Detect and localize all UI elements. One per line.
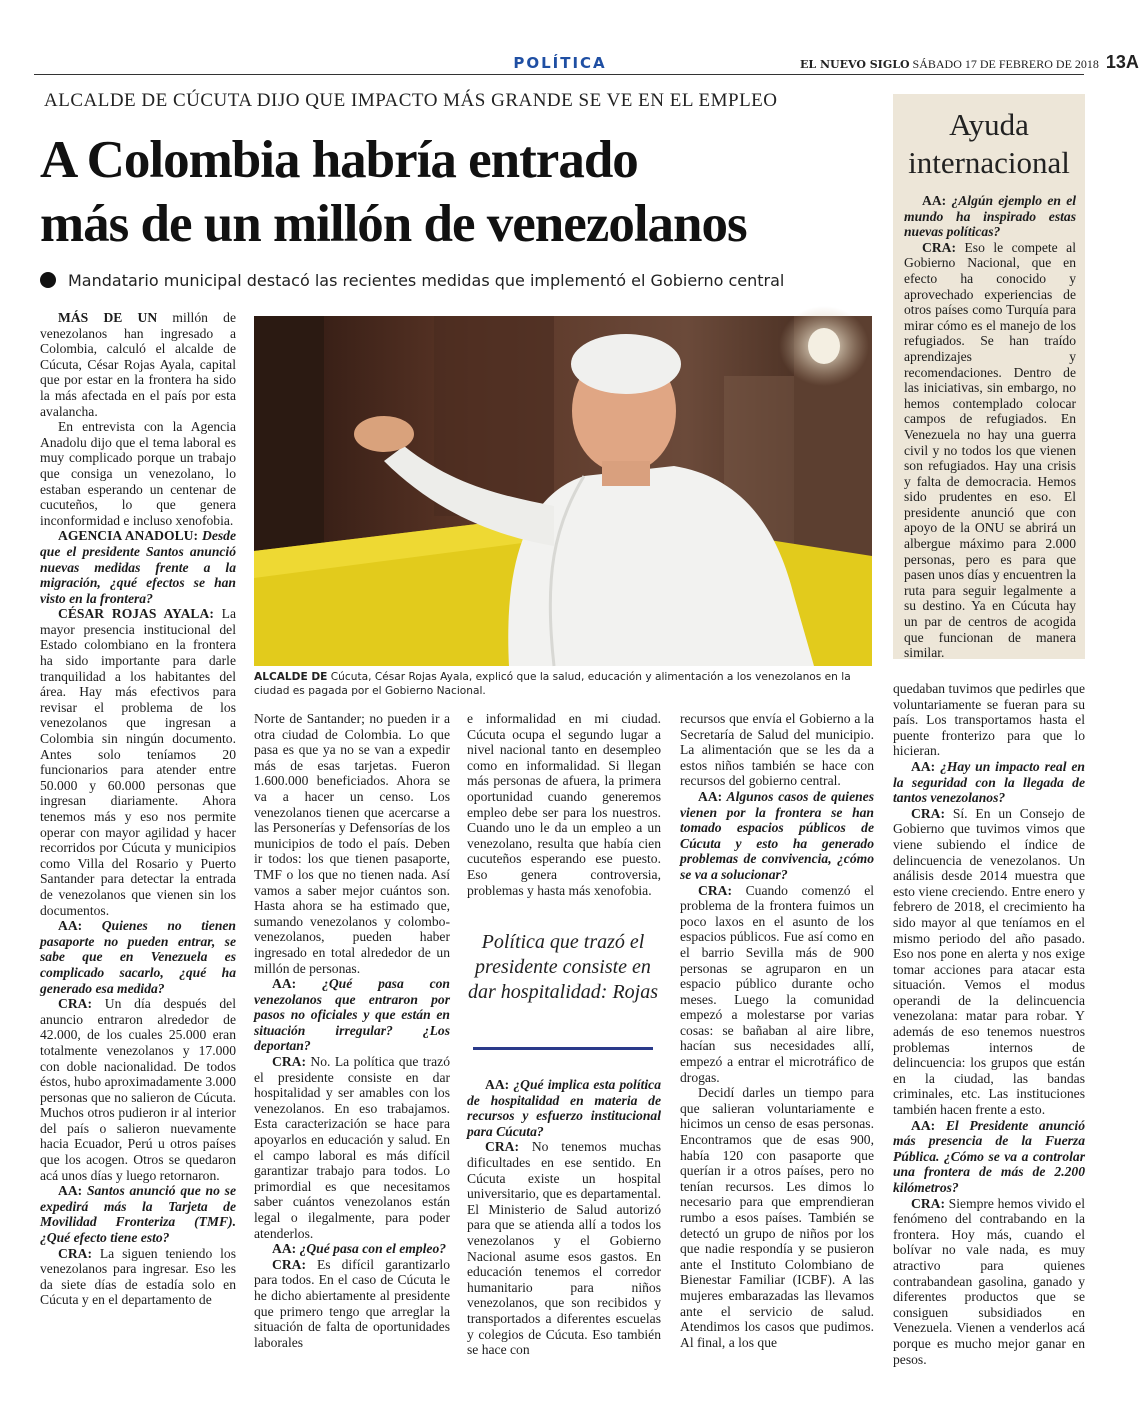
speaker-label: AA: <box>698 788 723 804</box>
speaker-label: AA: <box>58 1183 83 1199</box>
paragraph-text: No tenemos muchas dificultades en ese sentido. En Cúcuta existe un hospital universitario, que es departamental. El Ministerio de Salud autorizó para que se atienda allí a todos los venezolanos y el Gobierno Nacional asume esos gastos. En educación tenemos el corredor humanitario para niños venezolanos, que son recibidos y transportados a diferentes escuelas y colegios de Cúcuta. Eso también se hace con <box>467 1139 661 1358</box>
paragraph-text: La siguen teniendo los venezolanos para ingresar. Eso les da siete días de estadía solo en Cúcuta y en el departamento de <box>40 1245 236 1308</box>
speaker-label: AA: <box>272 976 297 992</box>
article-photo <box>254 316 872 666</box>
interview-question <box>680 789 874 883</box>
headline <box>40 128 880 256</box>
paragraph-text: e informalidad en mi ciudad. Cúcuta ocupa el segundo lugar a nivel nacional tanto en desempleo como en informalidad. Si llegan más personas de afuera, la primera oportunidad cuando generemos empleo debe ser para los nuestros. Cuando uno le da un empleo a un venezolano, resulta que había cien cucuteños esperando ese puesto. Eso genera controversia, problemas y hasta más xenofobia. <box>467 711 661 898</box>
headline-line-1: A Colombia habría entrado <box>40 131 638 189</box>
paragraph-text: quedaban tuvimos que pedirles que voluntariamente se fueran para su país. Los transportamos hasta el puente fronterizo para que lo hicieran. <box>893 681 1085 759</box>
speaker-label: AA: <box>58 918 83 934</box>
paragraph-text: ¿Algún ejemplo en el mundo ha inspirado estas nuevas políticas? <box>904 193 1076 240</box>
column-1 <box>40 310 236 1350</box>
paragraph-text: Norte de Santander; no pueden ir a otra ciudad de Colombia. Lo que pasa es que ya no se van a expedir más de esas tarjetas. Fueron 1.600.000 beneficiados. Ahora se va a hacer un censo. Los venezolanos tienen que acercarse a las Personerías y Defensorías de los municipios de todo el país. Deben ir todos: los que tienen pasaporte, TMF o los que no tienen nada. Así vamos a saber mejor cuántos son. Hasta ahora se ha estimado que, sumando venezolanos y colombo-venezolanos, pueden haber ingresado en total alrededor de un millón de personas. <box>254 711 450 976</box>
deck <box>40 271 880 290</box>
paragraph <box>40 419 236 528</box>
paragraph-text: La mayor presencia institucional del Estado colombiano en la frontera ha sido importante para darle tranquilidad a los habitantes del área. Hay más efectivos para revisar el problema de los venezolanos que ingresan a Colombia sin ningún documento. Antes solo teníamos 20 funcionarios para atender entre 50.000 y 60.000 personas que ingresan diariamente. Ahora tenemos más y eso nos permite operar con mayor agilidad y hacer recorridos por Cúcuta y municipios como Villa del Rosario y Puerto Santander para detectar la entrada de venezolanos que vienen sin los documentos. <box>40 606 236 918</box>
interview-question <box>254 976 450 1054</box>
paragraph-text: Un día después del anuncio entraron alrededor de 42.000, de los cuales 25.000 eran totalmente venezolanos y 17.000 con doble nacionalidad. De todos éstos, hubo aproximadamente 3.000 personas que no salieron de Cúcuta. Muchos otros pudieron ir al interior del país o salieron nuevamente hacia Ecuador, Perú u otros países que los acogen. Otros se quedaron acá unos días y luego retornaron. <box>40 996 236 1183</box>
interview-answer <box>904 240 1076 661</box>
interview-question <box>254 1241 450 1257</box>
interview-question <box>40 1183 236 1245</box>
paragraph-text: Es difícil garantizarlo para todos. En el caso de Cúcuta le he dicho abiertamente al presidente que primero tengo que arreglar la situación de falta de oportunidades laborales <box>254 1256 450 1350</box>
column-5 <box>893 681 1085 1367</box>
pull-quote-rule <box>473 1047 653 1050</box>
speaker-label: AA: <box>911 758 936 774</box>
paragraph-text: Decidí darles un tiempo para que salieran voluntariamente e hicimos un censo de esas personas. Encontramos que de esas 900, había 120 con pasaporte que querían ir a otros países, pero no tenían recursos. Les dimos lo necesario para que emprendieran rumbo a esos países. También se detectó un grupo de niños por los que nadie respondía y se pusieron ante el Instituto Colombiano de Bienestar Familiar (ICBF). A las mujeres embarazadas las llevamos ante el servicio de salud. Atendimos los casos que pudimos. Al final, a los que <box>680 1085 874 1350</box>
header-rule <box>34 74 1084 75</box>
speaker-label: CÉSAR ROJAS AYALA: <box>58 606 214 622</box>
interview-answer <box>40 606 236 918</box>
speaker-label: CRA: <box>272 1256 306 1272</box>
interview-answer <box>40 996 236 1183</box>
pull-quote: Política que trazó el presidente consiste en dar hospitalidad: Rojas <box>468 931 659 1003</box>
paragraph-text: Sí. En un Consejo de Gobierno que tuvimos vimos que viene subiendo el índice de delincuencia de venezolanos. Un análisis desde 2014 muestra que esto viene creciendo. Entre enero y febrero de 2018, el crecimiento ha sido mayor al que teníamos en el mismo periodo del año pasado. Eso nos pone en alerta y nos exige tomar acciones para atacar esta situación. Vemos el modus operandi de la delincuencia venezolana: matar para robar. Y además de eso tenemos nuestros problemas internos de delincuencia: los grupos que están en la ciudad, las bandas criminales, etc. Las instituciones también hacen frente a esto. <box>893 805 1085 1118</box>
interview-question <box>40 528 236 606</box>
speaker-label: CRA: <box>58 996 92 1012</box>
lead-in: MÁS DE UN <box>58 310 158 325</box>
interview-question <box>893 1118 1085 1196</box>
deck-text: Mandatario municipal destacó las recientes medidas que implementó el Gobierno central <box>68 271 785 290</box>
interview-question <box>40 918 236 996</box>
speaker-label: CRA: <box>698 882 732 898</box>
caption-text: Cúcuta, César Rojas Ayala, explicó que la salud, educación y alimentación a los venezolanos en la ciudad es pagada por el Gobierno Nacional. <box>254 671 851 697</box>
paragraph-text: Cuando comenzó el problema de la frontera fuimos un poco laxos en el asunto de los espacios públicos. Fue así como en el barrio Sevilla más de 900 personas se agruparon en un espacio público durante ocho meses. Luego la comunidad empezó a molestarse por varias cosas: se bañaban al aire libre, hacían sus necesidades allí, empezó a entrar el microtráfico de drogas. <box>680 882 874 1085</box>
paragraph-continued <box>680 711 874 789</box>
paragraph-text: No. La política que trazó el presidente consiste en dar hospitalidad y ser amables con los venezolanos. En eso trabajamos. Esta caracterización se hace para apoyarlos en educación y salud. En el campo laboral es más difícil garantizar trabajo para todos. Lo primordial es que necesitamos saber cuántos venezolanos están legal o ilegalmente, para poder atenderlos. <box>254 1054 450 1241</box>
sidebar-title: Ayuda internacional <box>908 107 1070 180</box>
paragraph-text: El Presidente anunció más presencia de la Fuerza Pública. ¿Cómo se va a controlar una frontera de más de 2.200 kilómetros? <box>893 1117 1085 1195</box>
paragraph-text: ¿Qué implica esta política de hospitalidad en materia de recursos y esfuerzo institucional para Cúcuta? <box>467 1077 661 1139</box>
speaker-label: AA: <box>485 1077 510 1092</box>
paragraph-continued <box>893 681 1085 759</box>
headline-line-2: más de un millón de venezolanos <box>40 195 747 253</box>
paragraph-text: Eso le compete al Gobierno Nacional, que en efecto ha conocido y aprovechado experiencias de otros países como Turquía para mirar cómo es el manejo de los refugiados. Se han traído aprendizajes y recomendaciones. Dentro de las iniciativas, sin embargo, no hemos contemplado colocar campos de refugiados. En Venezuela no hay una guerra civil y no todos los que vienen son refugiados. Hay una crisis y falta de democracia. Hemos sido prudentes en eso. El presidente anunció que con apoyo de la ONU se abrirá un albergue máximo para 2.000 personas, pero es para que pasen unos días y encuentren la ruta para seguir legalmente a su destino. Ya en Cúcuta hay un par de centros de acogida que funcionan de manera similar. <box>904 239 1076 661</box>
newspaper-name: EL NUEVO SIGLO <box>800 58 910 71</box>
speaker-label: AGENCIA ANADOLU: <box>58 528 198 544</box>
interview-question <box>904 193 1076 240</box>
interview-question <box>467 1077 661 1139</box>
paragraph-text: Siempre hemos vivido el fenómeno del contrabando en la frontera. Hoy más, cuando el bolívar no vale nada, es muy atractivo para quienes contrabandean gasolina, ganado y diferentes productos que se consiguen subsidiados en Venezuela. Vienen a venderlos acá porque es mucho mejor ganar en pesos. <box>893 1195 1085 1367</box>
interview-question <box>893 759 1085 806</box>
interview-answer <box>40 1246 236 1308</box>
caption-lead: ALCALDE DE <box>254 671 328 683</box>
speaker-label: CRA: <box>58 1245 92 1261</box>
speaker-label: AA: <box>272 1241 297 1257</box>
interview-answer <box>893 1196 1085 1368</box>
paragraph-continued <box>254 711 450 976</box>
section-label: POLÍTICA <box>513 54 607 72</box>
issue-date: SÁBADO 17 DE FEBRERO DE 2018 <box>912 57 1099 71</box>
paragraph-text: ¿Qué pasa con venezolanos que entraron por pasos no oficiales y que están en situación irregular? ¿Los deportan? <box>254 976 450 1054</box>
speaker-label: CRA: <box>272 1054 306 1070</box>
paragraph-continued <box>467 711 661 898</box>
speaker-label: CRA: <box>911 805 945 821</box>
paragraph-text: ¿Hay un impacto real en la seguridad con la llegada de tantos venezolanos? <box>893 758 1085 806</box>
kicker: ALCALDE DE CÚCUTA DIJO QUE IMPACTO MÁS GRANDE SE VE EN EL EMPLEO <box>44 90 778 111</box>
lead-paragraph <box>40 310 236 419</box>
photo-caption <box>254 670 874 698</box>
column-4 <box>680 711 874 1351</box>
column-2 <box>254 711 450 1351</box>
interview-answer <box>680 883 874 1086</box>
column-3-bottom <box>467 1077 661 1358</box>
photo-illustration <box>254 316 872 666</box>
page-number: 13A <box>1105 52 1139 72</box>
paragraph <box>680 1085 874 1350</box>
column-3-top <box>467 711 661 921</box>
paragraph-text: Desde que el presidente Santos anunció nuevas medidas frente a la migración, ¿qué efectos se han visto en la frontera? <box>40 528 236 606</box>
paragraph-text: millón de venezolanos han ingresado a Colombia, calculó el alcalde de Cúcuta, César Rojas Ayala, capital que por estar en la frontera ha sido la más afectada en el país por esta avalancha. <box>40 310 236 419</box>
paragraph-text: recursos que envía el Gobierno a la Secretaría de Salud del municipio. La alimentación que se les da a estos niños también se hace con recursos del gobierno central. <box>680 711 874 789</box>
speaker-label: AA: <box>922 193 947 208</box>
paragraph-text: Algunos casos de quienes vienen por la frontera se han tomado espacios públicos de Cúcuta y esto ha generado problemas de convivencia, ¿cómo se va a solucionar? <box>680 788 874 882</box>
speaker-label: AA: <box>911 1117 936 1133</box>
speaker-label: CRA: <box>485 1139 519 1155</box>
interview-answer <box>254 1257 450 1351</box>
interview-answer <box>254 1054 450 1241</box>
sidebar-body <box>904 193 1076 661</box>
masthead <box>800 52 1139 73</box>
interview-answer <box>893 806 1085 1118</box>
speaker-label: CRA: <box>922 239 956 255</box>
paragraph-text: ¿Qué pasa con el empleo? <box>296 1241 447 1257</box>
paragraph-text: Santos anunció que no se expedirá más la Tarjeta de Movilidad Fronteriza (TMF). ¿Qué efecto tiene esto? <box>40 1183 236 1246</box>
paragraph-text: En entrevista con la Agencia Anadolu dijo que el tema laboral es muy complicado porque un trabajo que consiga un venezolano, lo estaban esperando un centenar de cucuteños, lo que genera inconformidad e incluso xenofobia. <box>40 419 236 528</box>
interview-answer <box>467 1139 661 1357</box>
paragraph-text: Quienes no tienen pasaporte no pueden entrar, se sabe que en Venezuela es complicado sacarlo, ¿qué ha generado esa medida? <box>40 918 236 996</box>
bullet-icon <box>40 272 56 288</box>
speaker-label: CRA: <box>911 1195 945 1211</box>
